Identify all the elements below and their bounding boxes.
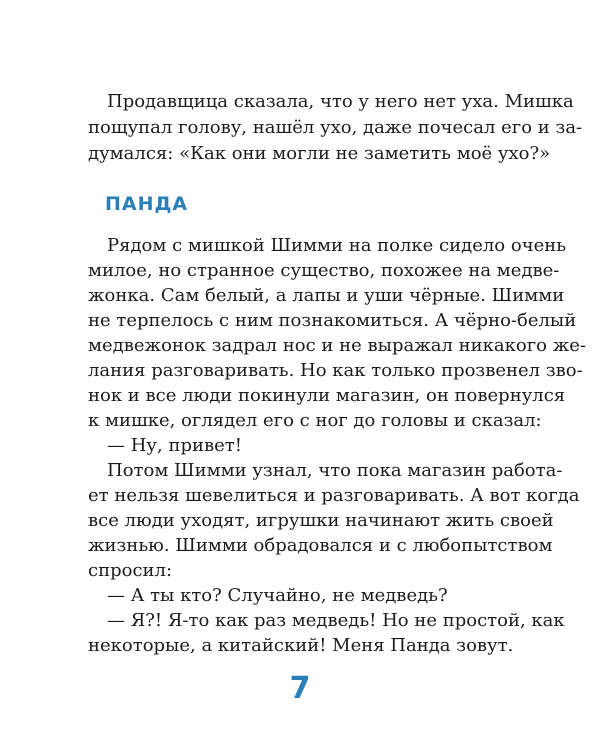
text-line: все люди уходят, игрушки начинают жить своей <box>88 510 554 531</box>
text-line: жизнью. Шимми обрадовался и с любопытством <box>88 535 553 556</box>
page-number: 7 <box>289 671 311 706</box>
text-line: жонка. Сам белый, а лапы и уши чёрные. Шимми <box>88 285 565 306</box>
text-line: Продавщица сказала, что у него нет уха. Мишка <box>107 91 574 112</box>
text-line: Потом Шимми узнал, что пока магазин работа- <box>107 460 563 481</box>
dialogue-line: — Я?! Я-то как раз медведь! Но не простой, как <box>107 610 565 631</box>
text-line: лания разговаривать. Но как только прозвенел зво- <box>88 360 583 381</box>
text-line: думался: «Как они могли не заметить моё ухо?» <box>88 143 551 164</box>
text-line: нок и все люди покинули магазин, он повернулся <box>88 385 566 406</box>
chapter-heading: ПАНДА <box>105 193 189 215</box>
text-line: медвежонок задрал нос и не выражал никакого же- <box>88 335 586 356</box>
text-line: милое, но странное существо, похожее на медве- <box>88 260 560 281</box>
dialogue-line: — А ты кто? Случайно, не медведь? <box>107 585 448 606</box>
text-line: спросил: <box>88 560 173 581</box>
text-line: ет нельзя шевелиться и разговаривать. А вот когда <box>88 485 580 506</box>
text-line: некоторые, а китайский! Меня Панда зовут. <box>88 635 514 656</box>
text-line: Рядом с мишкой Шимми на полке сидело очень <box>107 235 567 256</box>
dialogue-line: — Ну, привет! <box>107 435 242 456</box>
text-line: к мишке, оглядел его с ног до головы и сказал: <box>88 410 542 431</box>
text-line: не терпелось с ним познакомиться. А чёрно-белый <box>88 310 577 331</box>
text-line: пощупал голову, нашёл ухо, даже почесал его и за- <box>88 117 583 138</box>
